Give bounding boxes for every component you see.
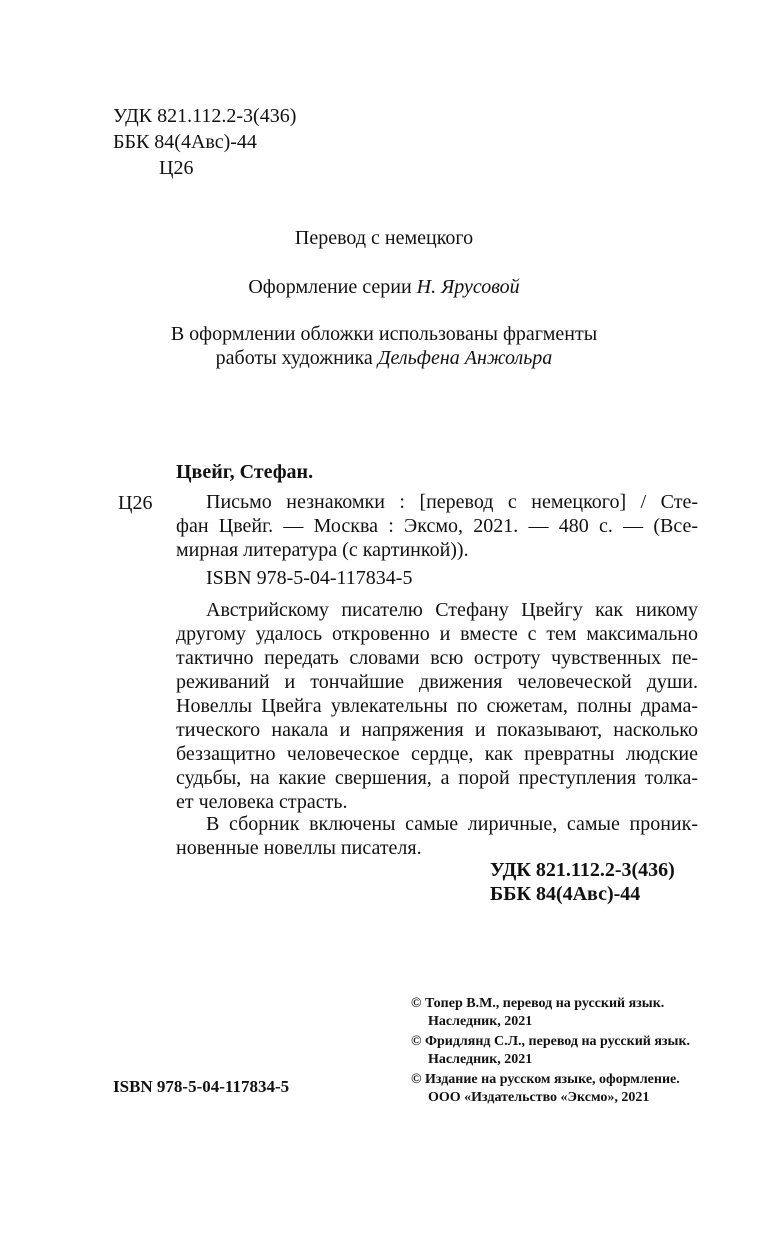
annotation-line: новенные новеллы писателя. xyxy=(176,837,422,859)
isbn-footer: ISBN 978-5-04-117834-5 xyxy=(113,1077,290,1096)
bbk-code: ББК 84(4Авс)-44 xyxy=(113,131,257,153)
catalog-isbn: ISBN 978-5-04-117834-5 xyxy=(206,567,413,589)
catalog-author: Цвейг, Стефан. xyxy=(176,461,314,483)
annotation-line: судьбы, на какие свершения, а порой преступления толка- xyxy=(176,767,698,789)
cover-credit-label: работы художника xyxy=(215,347,378,369)
series-designer-name: Н. Ярусовой xyxy=(416,276,520,298)
catalog-description-line: мирная литература (с картинкой)). xyxy=(176,539,469,561)
cover-artist-name: Дельфена Анжольра xyxy=(377,347,553,369)
bbk-code-footer: ББК 84(4Авс)-44 xyxy=(490,883,641,905)
udk-code-footer: УДК 821.112.2-3(436) xyxy=(490,859,675,881)
catalog-author-mark: Ц26 xyxy=(118,492,153,514)
copyright-line: Наследник, 2021 xyxy=(428,1014,533,1029)
annotation-line: реживаний и тончайшие движения человеческой души. xyxy=(176,671,698,693)
catalog-description-line: Письмо незнакомки : [перевод с немецкого] / Сте- xyxy=(206,491,698,513)
copyright-line: Наследник, 2021 xyxy=(428,1052,533,1067)
annotation-line: ет человека страсть. xyxy=(176,791,348,813)
cover-credit-line: В оформлении обложки использованы фрагменты xyxy=(170,323,598,345)
copyright-line: © Топер В.М., перевод на русский язык. xyxy=(411,996,665,1011)
copyright-line: ООО «Издательство «Эксмо», 2021 xyxy=(428,1090,650,1105)
author-mark: Ц26 xyxy=(159,157,194,179)
series-design-credit xyxy=(0,275,768,299)
cover-credit-line xyxy=(0,346,768,370)
udk-code: УДК 821.112.2-3(436) xyxy=(113,105,297,127)
copyright-line: © Издание на русском языке, оформление. xyxy=(411,1072,680,1087)
annotation-line: беззащитно человеческое сердце, как превратны людские xyxy=(176,743,698,765)
annotation-line: тактично передать словами всю остроту чувственных пе- xyxy=(176,647,698,669)
annotation-line: В сборник включены самые лиричные, самые проник- xyxy=(206,813,698,835)
annotation-line: тического накала и напряжения и показывают, насколько xyxy=(176,719,698,741)
catalog-description-line: фан Цвейг. — Москва : Эксмо, 2021. — 480 с. — (Все- xyxy=(176,515,698,537)
annotation-line: Австрийскому писателю Стефану Цвейгу как никому xyxy=(206,599,698,621)
annotation-line: Новеллы Цвейга увлекательны по сюжетам, полны драма- xyxy=(176,695,698,717)
annotation-line: другому удалось откровенно и вместе с тем максимально xyxy=(176,623,698,645)
copyright-line: © Фридлянд С.Л., перевод на русский язык. xyxy=(411,1034,691,1049)
series-design-label: Оформление серии xyxy=(248,276,417,298)
translation-note: Перевод с немецкого xyxy=(294,227,474,249)
